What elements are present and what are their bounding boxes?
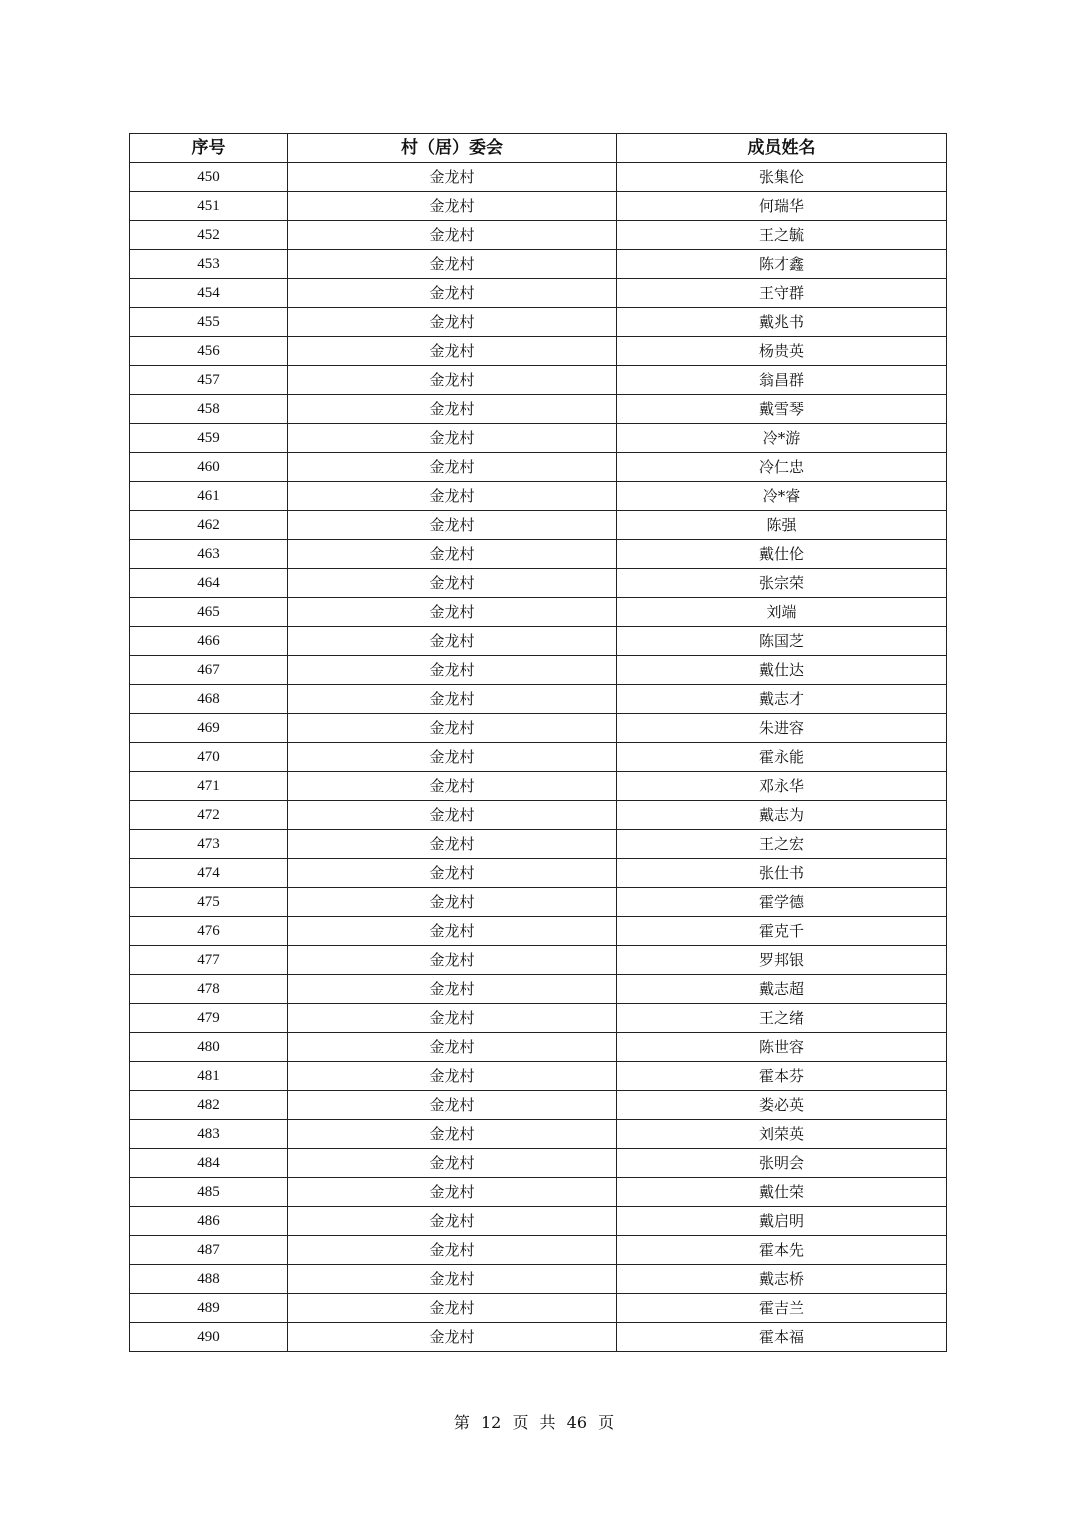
cell-serial-number: 487 [130, 1236, 288, 1265]
cell-village-committee: 金龙村 [288, 946, 617, 975]
table-row [130, 1294, 947, 1323]
header-serial-number: 序号 [130, 134, 288, 163]
footer-suffix: 页 [598, 1413, 615, 1432]
table-row [130, 482, 947, 511]
page-footer [0, 1410, 1074, 1433]
cell-serial-number: 460 [130, 453, 288, 482]
table-row [130, 627, 947, 656]
cell-village-committee: 金龙村 [288, 1323, 617, 1352]
table-row [130, 830, 947, 859]
cell-serial-number: 456 [130, 337, 288, 366]
cell-village-committee: 金龙村 [288, 511, 617, 540]
cell-member-name: 戴仕荣 [617, 1178, 947, 1207]
cell-village-committee: 金龙村 [288, 1178, 617, 1207]
cell-serial-number: 479 [130, 1004, 288, 1033]
cell-member-name: 冷*睿 [617, 482, 947, 511]
cell-member-name: 戴志为 [617, 801, 947, 830]
cell-village-committee: 金龙村 [288, 714, 617, 743]
cell-member-name: 王之毓 [617, 221, 947, 250]
cell-village-committee: 金龙村 [288, 1207, 617, 1236]
table-row [130, 1207, 947, 1236]
cell-serial-number: 469 [130, 714, 288, 743]
table-body [130, 163, 947, 1352]
cell-member-name: 张宗荣 [617, 569, 947, 598]
cell-serial-number: 478 [130, 975, 288, 1004]
cell-serial-number: 458 [130, 395, 288, 424]
cell-village-committee: 金龙村 [288, 569, 617, 598]
cell-serial-number: 459 [130, 424, 288, 453]
table-row [130, 656, 947, 685]
table-row [130, 1062, 947, 1091]
table-row [130, 366, 947, 395]
cell-village-committee: 金龙村 [288, 1294, 617, 1323]
cell-serial-number: 474 [130, 859, 288, 888]
cell-member-name: 陈强 [617, 511, 947, 540]
cell-serial-number: 462 [130, 511, 288, 540]
cell-member-name: 王之绪 [617, 1004, 947, 1033]
cell-serial-number: 450 [130, 163, 288, 192]
cell-village-committee: 金龙村 [288, 1033, 617, 1062]
cell-member-name: 霍本福 [617, 1323, 947, 1352]
cell-serial-number: 481 [130, 1062, 288, 1091]
cell-serial-number: 490 [130, 1323, 288, 1352]
cell-serial-number: 485 [130, 1178, 288, 1207]
table-row [130, 888, 947, 917]
cell-serial-number: 476 [130, 917, 288, 946]
cell-serial-number: 480 [130, 1033, 288, 1062]
table-row [130, 540, 947, 569]
cell-village-committee: 金龙村 [288, 656, 617, 685]
cell-serial-number: 470 [130, 743, 288, 772]
cell-serial-number: 461 [130, 482, 288, 511]
cell-member-name: 戴志超 [617, 975, 947, 1004]
cell-member-name: 朱进容 [617, 714, 947, 743]
cell-serial-number: 463 [130, 540, 288, 569]
cell-village-committee: 金龙村 [288, 598, 617, 627]
cell-member-name: 戴仕达 [617, 656, 947, 685]
cell-village-committee: 金龙村 [288, 772, 617, 801]
cell-serial-number: 475 [130, 888, 288, 917]
cell-member-name: 王守群 [617, 279, 947, 308]
cell-serial-number: 453 [130, 250, 288, 279]
cell-village-committee: 金龙村 [288, 1004, 617, 1033]
cell-village-committee: 金龙村 [288, 859, 617, 888]
cell-member-name: 戴启明 [617, 1207, 947, 1236]
table-row [130, 250, 947, 279]
cell-serial-number: 452 [130, 221, 288, 250]
cell-member-name: 冷仁忠 [617, 453, 947, 482]
cell-village-committee: 金龙村 [288, 975, 617, 1004]
cell-member-name: 陈才鑫 [617, 250, 947, 279]
table-row [130, 598, 947, 627]
cell-village-committee: 金龙村 [288, 1120, 617, 1149]
cell-serial-number: 468 [130, 685, 288, 714]
cell-village-committee: 金龙村 [288, 685, 617, 714]
cell-member-name: 张明会 [617, 1149, 947, 1178]
table-row [130, 1265, 947, 1294]
cell-village-committee: 金龙村 [288, 540, 617, 569]
cell-serial-number: 455 [130, 308, 288, 337]
table-row [130, 1004, 947, 1033]
header-row [130, 134, 947, 163]
table-row [130, 685, 947, 714]
cell-member-name: 冷*游 [617, 424, 947, 453]
cell-village-committee: 金龙村 [288, 801, 617, 830]
table-row [130, 859, 947, 888]
cell-serial-number: 466 [130, 627, 288, 656]
table-row [130, 395, 947, 424]
cell-member-name: 霍本芬 [617, 1062, 947, 1091]
table-row [130, 743, 947, 772]
cell-member-name: 戴仕伦 [617, 540, 947, 569]
table-row [130, 192, 947, 221]
cell-member-name: 翁昌群 [617, 366, 947, 395]
cell-village-committee: 金龙村 [288, 337, 617, 366]
cell-serial-number: 457 [130, 366, 288, 395]
cell-member-name: 张仕书 [617, 859, 947, 888]
cell-serial-number: 488 [130, 1265, 288, 1294]
cell-village-committee: 金龙村 [288, 221, 617, 250]
cell-member-name: 娄必英 [617, 1091, 947, 1120]
cell-village-committee: 金龙村 [288, 888, 617, 917]
table-row [130, 1149, 947, 1178]
cell-serial-number: 473 [130, 830, 288, 859]
table-row [130, 511, 947, 540]
cell-member-name: 戴兆书 [617, 308, 947, 337]
cell-serial-number: 467 [130, 656, 288, 685]
table-row [130, 1033, 947, 1062]
table-row [130, 1323, 947, 1352]
table-row [130, 772, 947, 801]
footer-total-word: 共 [539, 1413, 556, 1432]
cell-village-committee: 金龙村 [288, 366, 617, 395]
table-row [130, 801, 947, 830]
cell-member-name: 霍克千 [617, 917, 947, 946]
table-row [130, 946, 947, 975]
table-row [130, 308, 947, 337]
table-row [130, 569, 947, 598]
cell-serial-number: 454 [130, 279, 288, 308]
table-row [130, 1091, 947, 1120]
cell-member-name: 邓永华 [617, 772, 947, 801]
cell-village-committee: 金龙村 [288, 1091, 617, 1120]
cell-serial-number: 451 [130, 192, 288, 221]
footer-total-pages: 46 [566, 1413, 588, 1432]
cell-village-committee: 金龙村 [288, 482, 617, 511]
cell-village-committee: 金龙村 [288, 192, 617, 221]
cell-village-committee: 金龙村 [288, 627, 617, 656]
cell-member-name: 刘荣英 [617, 1120, 947, 1149]
table-row [130, 1236, 947, 1265]
cell-member-name: 霍本先 [617, 1236, 947, 1265]
table-row [130, 424, 947, 453]
table-row [130, 337, 947, 366]
header-village-committee: 村（居）委会 [288, 134, 617, 163]
cell-serial-number: 483 [130, 1120, 288, 1149]
cell-village-committee: 金龙村 [288, 395, 617, 424]
cell-village-committee: 金龙村 [288, 1265, 617, 1294]
table-row [130, 163, 947, 192]
cell-member-name: 杨贵英 [617, 337, 947, 366]
cell-member-name: 霍永能 [617, 743, 947, 772]
cell-serial-number: 484 [130, 1149, 288, 1178]
cell-village-committee: 金龙村 [288, 163, 617, 192]
table-header [130, 134, 947, 163]
cell-village-committee: 金龙村 [288, 308, 617, 337]
cell-member-name: 陈世容 [617, 1033, 947, 1062]
table-row [130, 279, 947, 308]
cell-member-name: 霍学德 [617, 888, 947, 917]
cell-serial-number: 465 [130, 598, 288, 627]
table-row [130, 975, 947, 1004]
cell-village-committee: 金龙村 [288, 250, 617, 279]
table-row [130, 714, 947, 743]
table-row [130, 917, 947, 946]
table-row [130, 1120, 947, 1149]
cell-serial-number: 486 [130, 1207, 288, 1236]
cell-member-name: 陈国芝 [617, 627, 947, 656]
footer-page-word: 页 [512, 1413, 529, 1432]
cell-serial-number: 464 [130, 569, 288, 598]
cell-village-committee: 金龙村 [288, 453, 617, 482]
header-member-name: 成员姓名 [617, 134, 947, 163]
cell-village-committee: 金龙村 [288, 917, 617, 946]
cell-member-name: 戴志才 [617, 685, 947, 714]
cell-serial-number: 482 [130, 1091, 288, 1120]
cell-member-name: 霍吉兰 [617, 1294, 947, 1323]
cell-serial-number: 489 [130, 1294, 288, 1323]
table-row [130, 221, 947, 250]
cell-member-name: 何瑞华 [617, 192, 947, 221]
cell-village-committee: 金龙村 [288, 1062, 617, 1091]
cell-village-committee: 金龙村 [288, 1236, 617, 1265]
footer-current-page: 12 [480, 1413, 502, 1432]
table-row [130, 453, 947, 482]
cell-serial-number: 471 [130, 772, 288, 801]
cell-serial-number: 477 [130, 946, 288, 975]
cell-member-name: 刘端 [617, 598, 947, 627]
cell-member-name: 张集伦 [617, 163, 947, 192]
cell-member-name: 罗邦银 [617, 946, 947, 975]
member-roster-table [129, 133, 947, 1352]
cell-village-committee: 金龙村 [288, 424, 617, 453]
table-row [130, 1178, 947, 1207]
cell-village-committee: 金龙村 [288, 830, 617, 859]
cell-serial-number: 472 [130, 801, 288, 830]
cell-village-committee: 金龙村 [288, 1149, 617, 1178]
footer-prefix: 第 [453, 1413, 470, 1432]
cell-member-name: 戴志桥 [617, 1265, 947, 1294]
cell-member-name: 戴雪琴 [617, 395, 947, 424]
cell-village-committee: 金龙村 [288, 279, 617, 308]
cell-member-name: 王之宏 [617, 830, 947, 859]
cell-village-committee: 金龙村 [288, 743, 617, 772]
